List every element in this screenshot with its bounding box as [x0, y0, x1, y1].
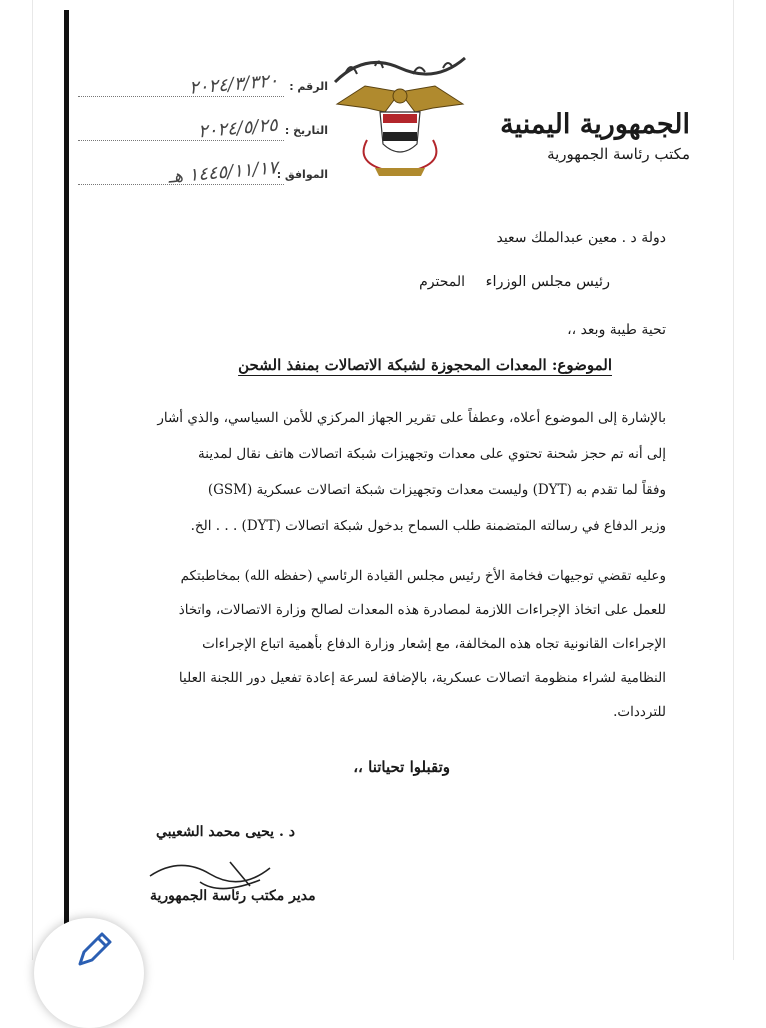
left-margin-rule	[64, 10, 69, 950]
ref-value: ٢٠٢٤/٣/٣٢٠	[187, 70, 279, 99]
yemen-eagle-emblem-icon	[325, 82, 475, 182]
body-line: وزير الدفاع في رسالته المتضمنة طلب السماح بدخول شبكة اتصالات (DYT) . . . الخ.	[190, 518, 666, 534]
recipient-honorific: المحترم	[419, 274, 465, 290]
body-line: (GSM) وليست معدات وتجهيزات شبكة اتصالات عسكرية (DYT) وفقاً لما تقدم به	[207, 482, 666, 498]
closing-line: وتقبلوا تحياتنا ،،	[353, 758, 450, 776]
edit-fab-button[interactable]	[34, 918, 144, 1028]
recipient-name: دولة د . معين عبدالملك سعيد	[496, 230, 666, 246]
republic-header	[500, 108, 690, 166]
ref-label: الرقم :	[289, 80, 328, 93]
signatory-name: د . يحيى محمد الشعيبي	[156, 824, 295, 840]
body-line: الإجراءات القانونية تجاه هذه المخالفة، مع إشعار وزارة الدفاع بأهمية اتباع الإجراءات	[202, 636, 666, 652]
body-line: وعليه تقضي توجيهات فخامة الأخ رئيس مجلس القيادة الرئاسي (حفظه الله) بمخاطبتكم	[180, 568, 666, 584]
hijri-label: الموافق :	[276, 168, 328, 181]
body-line: بالإشارة إلى الموضوع أعلاه، وعطفاً على تقرير الجهاز المركزي للأمن السياسي، والذي أشار	[157, 410, 666, 426]
date-value: ٢٠٢٤/٥/٢٥	[197, 114, 279, 143]
recipient-title: رئيس مجلس الوزراء	[485, 274, 610, 290]
emblem-block	[325, 42, 475, 182]
body-line: للعمل على اتخاذ الإجراءات اللازمة لمصادرة هذه المعدات لصالح وزارة الاتصالات، واتخاذ	[178, 602, 666, 618]
body-line: النظامية لشراء منظومة اتصالات عسكرية، بالإضافة لسرعة إعادة تفعيل دور اللجنة العليا	[178, 670, 666, 686]
salutation: تحية طيبة وبعد ،،	[567, 322, 666, 338]
subject-line: الموضوع: المعدات المحجوزة لشبكة الاتصالات بمنفذ الشحن	[238, 356, 612, 374]
body-line: إلى أنه تم حجز شحنة تحتوي على معدات وتجهيزات شبكة اتصالات هاتف نقال لمدينة	[198, 446, 666, 462]
pen-icon	[74, 930, 114, 970]
office-name: مكتب رئاسة الجمهورية	[547, 145, 690, 163]
republic-name: الجمهورية اليمنية	[500, 109, 690, 140]
signatory-title: مدير مكتب رئاسة الجمهورية	[150, 888, 316, 904]
hijri-value: ١٤٤٥/١١/١٧ هـ	[167, 157, 279, 188]
body-line: للترددات.	[613, 704, 666, 720]
reference-block	[78, 70, 328, 206]
date-label: التاريخ :	[284, 124, 328, 137]
letter-page	[70, 0, 690, 960]
